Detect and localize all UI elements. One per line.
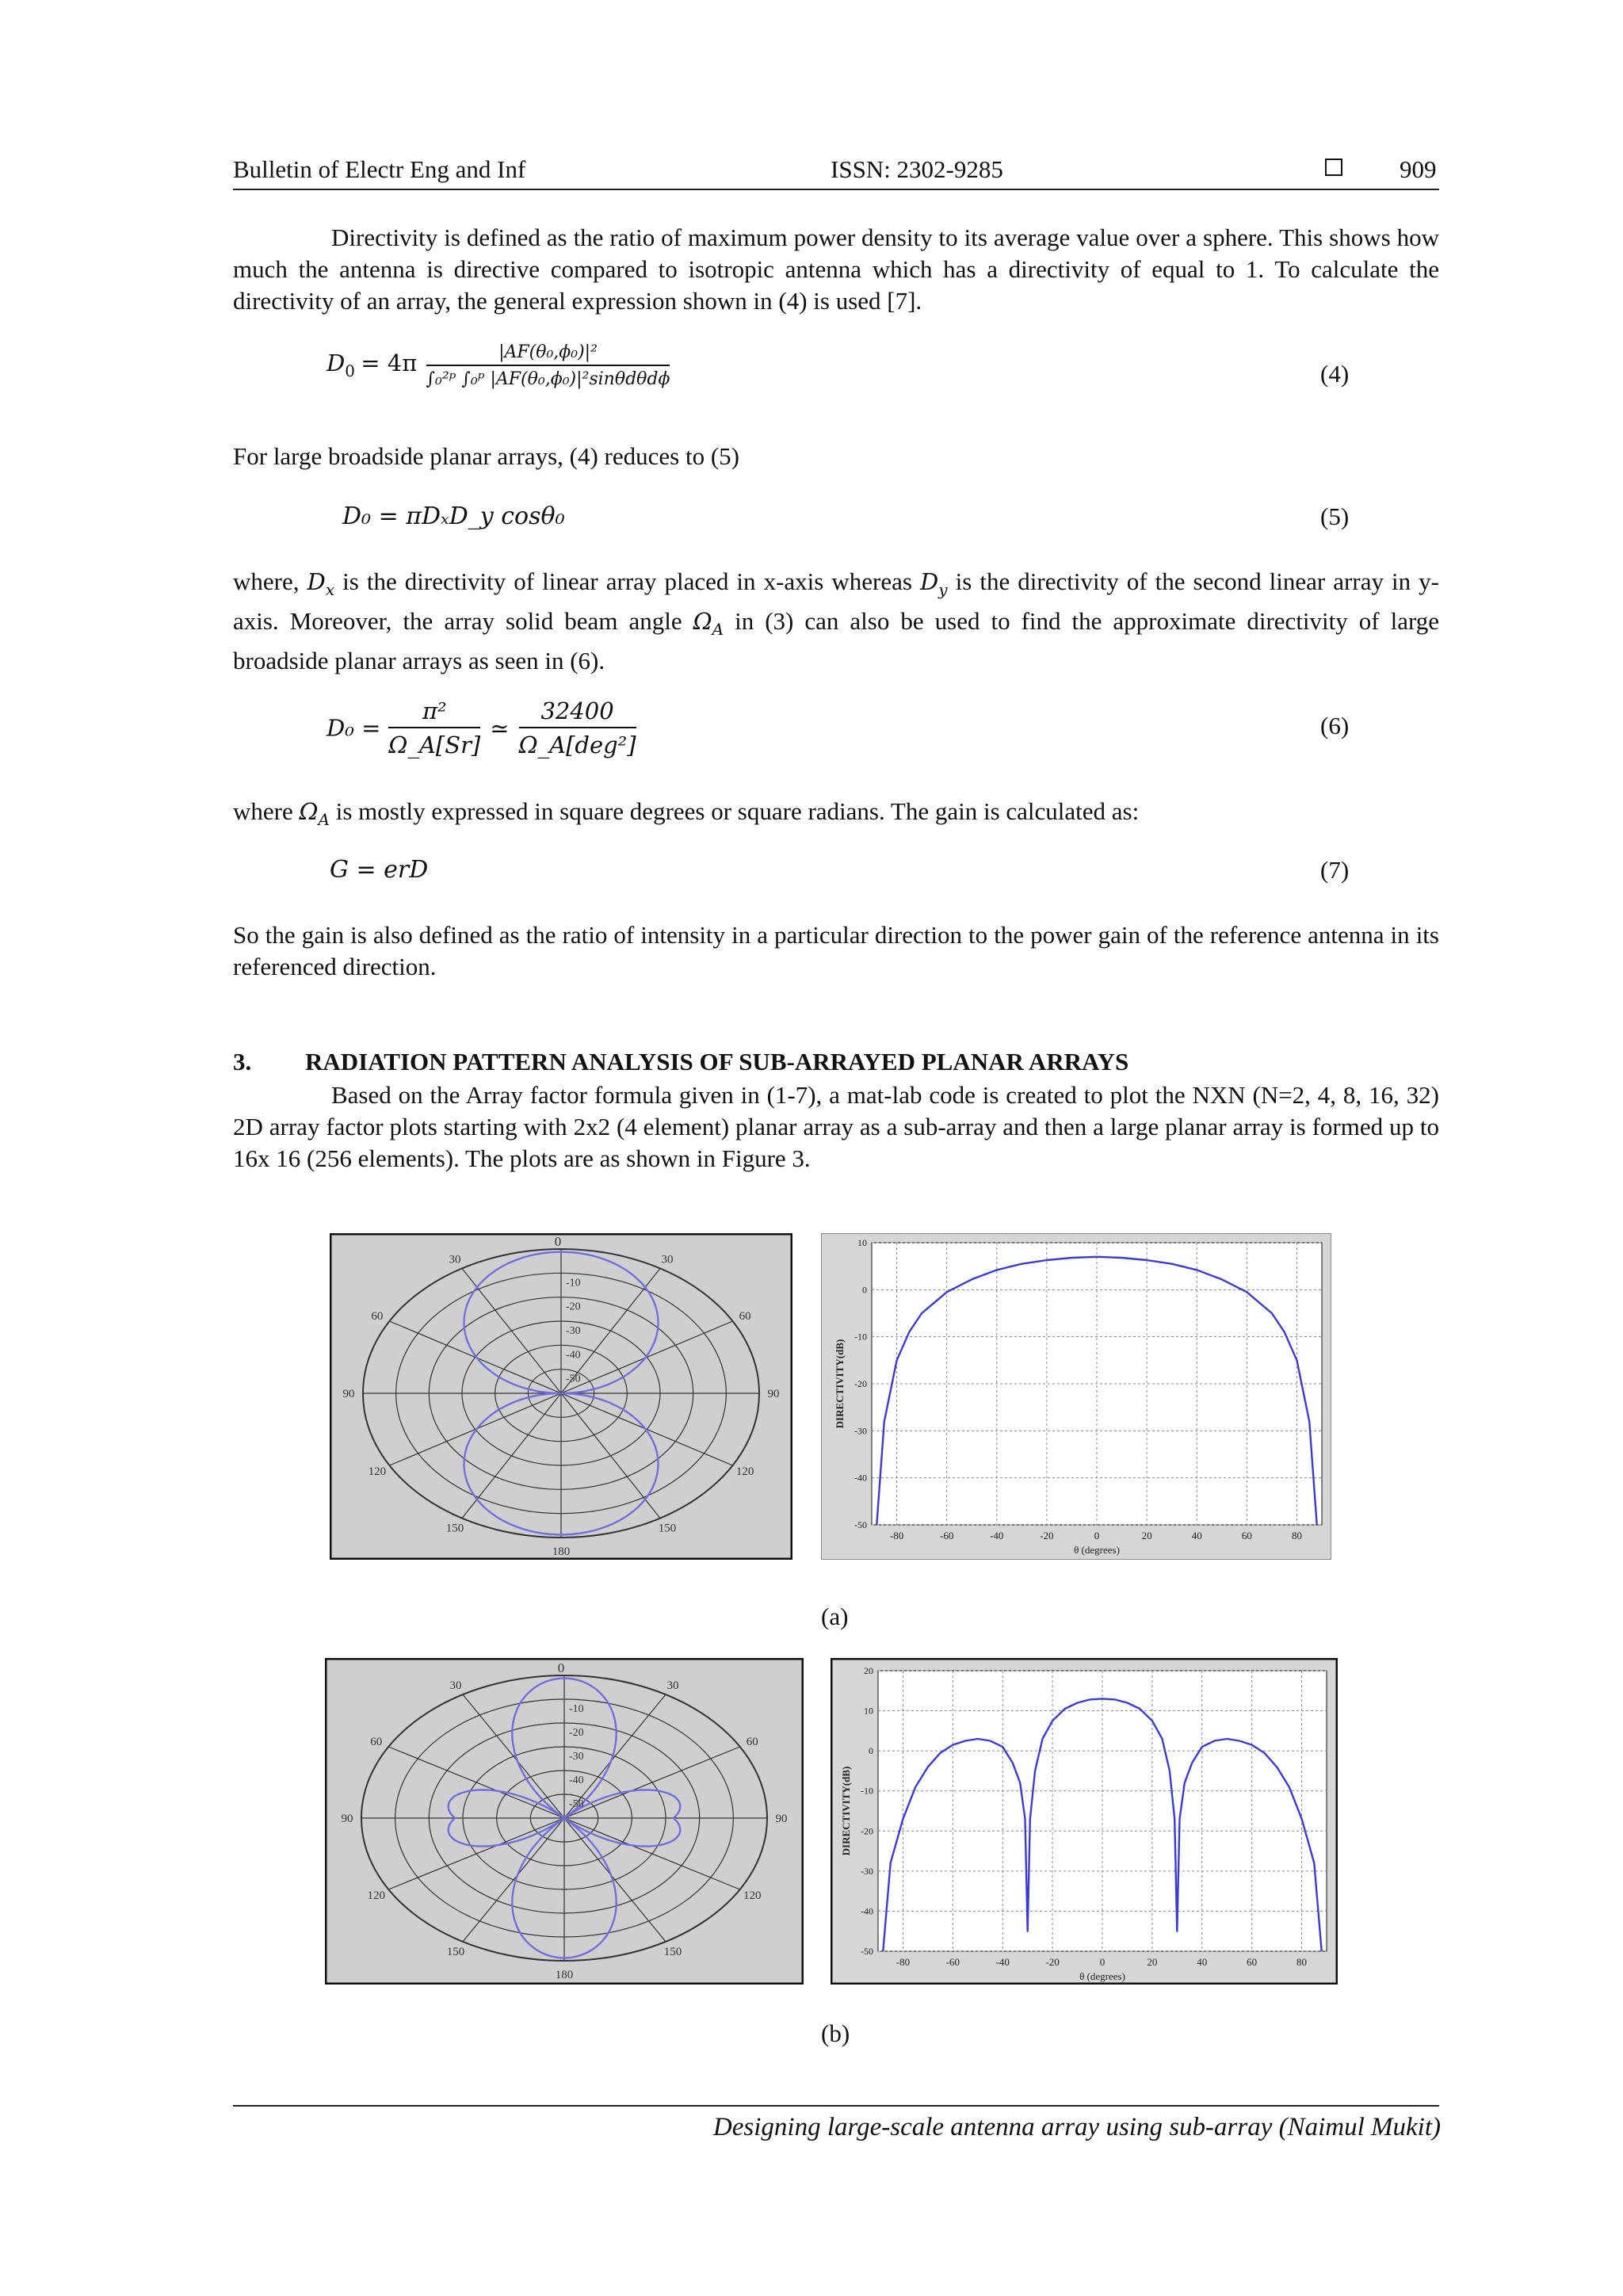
equation-5-number: (5) [1320, 502, 1350, 530]
paragraph-where-omega: where $\Omega_A$ is mostly expressed in square degrees or square radians. The gain is calculated as: [233, 797, 1140, 830]
checkbox-icon [1325, 159, 1342, 176]
chart-b-ytick-label: 20 [864, 1665, 873, 1676]
directivity-plot-a [821, 1233, 1331, 1560]
chart-b-ytick-label: -30 [861, 1865, 873, 1877]
chart-a-xtick-label: 40 [1191, 1530, 1202, 1541]
polar-b-radial-label: -20 [569, 1727, 584, 1739]
journal-name: Bulletin of Electr Eng and Inf [233, 155, 526, 183]
chart-a-xtick-label: -20 [1040, 1530, 1054, 1541]
chart-b-xtick-label: -20 [1045, 1956, 1060, 1968]
polar-b-radial-label: -50 [569, 1798, 584, 1810]
chart-a-xtick-label: 0 [1094, 1530, 1100, 1541]
chart-b-xtick-label: 60 [1247, 1956, 1258, 1968]
chart-b-xtick-label: 40 [1197, 1956, 1208, 1968]
equation-4-number: (4) [1320, 360, 1350, 388]
chart-b-xtick-label: 0 [1099, 1956, 1106, 1968]
polar-a-angle-label-left: 90 [342, 1388, 355, 1400]
chart-a-ytick-label: -40 [854, 1472, 867, 1484]
chart-a-ytick-label: -50 [854, 1519, 867, 1530]
equation-6: D₀ = $\frac{\text{π²}}{\Omega\_A[Sr]}$ ≃ $\frac{32400}{\text{Ω\_A[deg²]}}$ [327, 697, 636, 758]
chart-b-ytick-label: -50 [861, 1946, 873, 1957]
equation-7: G = erD [330, 856, 429, 884]
polar-a-angle-label-right: 30 [661, 1253, 674, 1266]
chart-a-xtick-label: -40 [990, 1530, 1004, 1541]
chart-b-ytick-label: -20 [861, 1825, 873, 1837]
polar-b-radial-label: -10 [569, 1703, 584, 1715]
page-number: 909 [1400, 155, 1437, 183]
polar-b-angle-label-left: 60 [370, 1736, 383, 1748]
chart-a-xtick-label: 60 [1241, 1530, 1252, 1541]
chart-b-xtick-label: -60 [945, 1956, 960, 1968]
polar-a-angle-label-left: 30 [449, 1253, 461, 1266]
chart-a-xtick-label: 80 [1291, 1530, 1302, 1541]
polar-b-angle-label-left: 120 [367, 1889, 385, 1902]
paragraph-directivity: Directivity is defined as the ratio of maximum power density to its average value over a sphere. This shows how much the antenna is directive compared to isotropic antenna which has a directivity of equal to 1. To calculate the directivity of an array, the general expression shown in (4) is used [7]. [233, 223, 1439, 315]
equation-4: $D_0 = 4\pi$ $\frac{\text{|AF(θ₀,ϕ₀)|²}}{\text{∫₀²ᵖ ∫₀ᵖ |AF(θ₀,ϕ₀)|²sinθdθdϕ}}$ [327, 342, 670, 389]
polar-plot-a [330, 1233, 792, 1560]
footer-rule [233, 2105, 1439, 2107]
section-heading: 3. RADIATION PATTERN ANALYSIS OF SUB-ARRAYED PLANAR ARRAYS [233, 1048, 1129, 1075]
chart-a-xlabel: θ (degrees) [1074, 1544, 1120, 1556]
chart-b-xlabel: θ (degrees) [1079, 1970, 1125, 1982]
polar-b-label-top: 0 [557, 1660, 565, 1675]
polar-b-angle-label-right: 60 [746, 1736, 758, 1748]
polar-a-angle-label-left: 120 [368, 1465, 387, 1478]
chart-b-ytick-label: 0 [869, 1745, 873, 1757]
polar-a-angle-label-left: 60 [371, 1310, 384, 1323]
polar-a-angle-label-left: 150 [445, 1522, 464, 1535]
polar-a-label-bottom: 180 [552, 1545, 571, 1558]
polar-a-angle-label-right: 60 [739, 1310, 751, 1323]
polar-a-radial-label: -30 [566, 1325, 581, 1337]
equation-6-number: (6) [1320, 712, 1350, 739]
chart-b-ytick-label: 10 [864, 1705, 873, 1717]
polar-b-label-bottom: 180 [555, 1969, 574, 1981]
paragraph-gain: So the gain is also defined as the ratio of intensity in a particular direction to the power gain of the reference antenna in its referenced direction. [233, 921, 1439, 980]
polar-b-radial-label: -30 [569, 1751, 584, 1763]
polar-b-radial-label: -40 [569, 1775, 584, 1786]
chart-a-xtick-label: -60 [939, 1530, 954, 1541]
chart-a-xtick-label: -80 [889, 1530, 904, 1541]
issn: ISSN: 2302-9285 [831, 155, 1003, 183]
chart-a-ytick-label: -20 [854, 1378, 867, 1389]
equation-5: D₀ = πDₓD_y cosθ₀ [342, 502, 565, 530]
paragraph-broadside: For large broadside planar arrays, (4) reduces to (5) [233, 442, 739, 470]
polar-a-angle-label-right: 90 [767, 1388, 780, 1400]
paragraph-radiation: Based on the Array factor formula given in (1-7), a mat-lab code is created to plot the NXN (N=2, 4, 8, 16, 32) 2D array factor plots starting with 2x2 (4 element) planar array as a sub-array and then a large planar array is formed up to 16x 16 (256 elements). The plots are as shown in Figure 3. [233, 1081, 1439, 1172]
polar-a-radial-label: -10 [566, 1277, 581, 1289]
footer-title: Designing large-scale antenna array using sub-array (Naimul Mukit) [712, 2113, 1441, 2141]
chart-b-xtick-label: 20 [1147, 1956, 1158, 1968]
chart-b-xtick-label: -80 [896, 1956, 911, 1968]
chart-b-ytick-label: -40 [861, 1905, 873, 1917]
polar-a-angle-label-right: 150 [658, 1522, 677, 1535]
header-rule [233, 189, 1439, 190]
polar-b-angle-label-right: 120 [743, 1889, 762, 1902]
chart-a-ytick-label: 10 [857, 1237, 867, 1248]
chart-a-ytick-label: 0 [862, 1284, 867, 1296]
chart-b-ytick-label: -10 [861, 1785, 873, 1797]
polar-a-angle-label-right: 120 [735, 1465, 754, 1478]
paragraph-where-dx: where, $D_x$ is the directivity of linear array placed in x-axis whereas $D_y$ is the directivity of the second linear array in y-axis. Moreover, the array solid beam angle $\Omega_A$ in (3) can also be used to find the approximate directivity of large broadside planar arrays as seen in (6). [233, 567, 1440, 675]
polar-b-angle-label-left: 90 [341, 1813, 353, 1825]
chart-a-ylabel: DIRECTIVITY(dB) [834, 1339, 846, 1429]
polar-plot-b [325, 1658, 804, 1985]
polar-b-angle-label-right: 90 [775, 1813, 788, 1825]
polar-a-radial-label: -20 [566, 1301, 581, 1313]
figure-a-caption: (a) [821, 1603, 849, 1630]
polar-a-label-top: 0 [554, 1234, 562, 1249]
chart-b-ylabel: DIRECTIVITY(dB) [840, 1766, 852, 1856]
polar-a-radial-label: -50 [566, 1373, 581, 1385]
chart-a-xtick-label: 20 [1141, 1530, 1152, 1541]
equation-7-number: (7) [1320, 856, 1350, 884]
chart-b-xtick-label: -40 [995, 1956, 1010, 1968]
polar-a-radial-label: -40 [566, 1349, 581, 1362]
chart-a-ytick-label: -10 [854, 1331, 867, 1343]
chart-a-ytick-label: -30 [854, 1425, 867, 1437]
directivity-plot-b [831, 1658, 1338, 1985]
polar-b-angle-label-right: 150 [663, 1946, 682, 1959]
polar-b-angle-label-left: 150 [446, 1946, 465, 1959]
figure-b-caption: (b) [821, 2019, 850, 2047]
polar-b-angle-label-right: 30 [666, 1679, 679, 1692]
chart-b-xtick-label: 80 [1296, 1956, 1308, 1968]
polar-b-angle-label-left: 30 [449, 1679, 462, 1692]
